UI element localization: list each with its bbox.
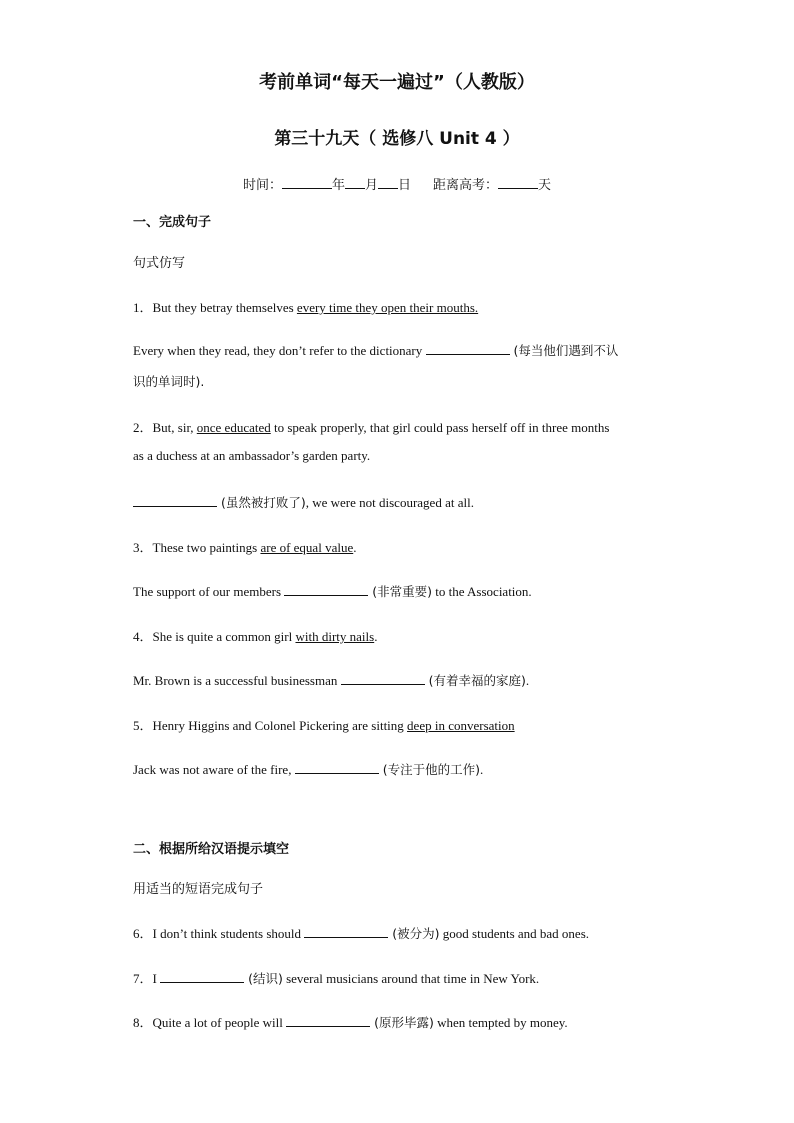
q2-underlined: once educated [196, 420, 271, 435]
q3-answer: The support of our members (非常重要) to the Association. [133, 584, 532, 599]
q5-blank[interactable] [295, 761, 379, 774]
q2-sentence: 2．But, sir, once educated to speak properly, that girl could pass herself off in three months [133, 420, 610, 435]
q1-underlined: every time they open their mouths. [296, 300, 479, 315]
year-blank[interactable] [282, 176, 332, 189]
q4-sentence: 4．She is quite a common girl with dirty nails. [133, 629, 378, 644]
q2-answer: (虽然被打败了), we were not discouraged at all. [133, 493, 673, 511]
q5-sentence: 5．Henry Higgins and Colonel Pickering are sitting deep in conversation [133, 718, 515, 733]
date-line [0, 174, 794, 193]
q4-blank[interactable] [341, 672, 425, 685]
document-subtitle: 第三十九天（ 选修八 Unit 4 ） [274, 129, 520, 149]
year-label: 年 [331, 178, 345, 193]
exam-label: 距离高考： [433, 178, 499, 193]
section2-subheading: 用适当的短语完成句子 [133, 882, 264, 897]
month-blank[interactable] [345, 176, 365, 189]
q1-answer-cont: 识的单词时). [133, 374, 205, 389]
q7-sentence: 7．I (结识) several musicians around that time in New York. [133, 971, 540, 986]
exam-days-blank[interactable] [498, 176, 538, 189]
q6-blank[interactable] [304, 925, 388, 938]
q5-underlined: deep in conversation [407, 718, 515, 733]
q2-blank[interactable] [133, 494, 217, 507]
q3-blank[interactable] [284, 583, 368, 596]
q5-answer: Jack was not aware of the fire, (专注于他的工作). [133, 762, 484, 777]
q8-sentence: 8．Quite a lot of people will (原形毕露) when tempted by money. [133, 1015, 568, 1030]
q4-underlined: with dirty nails [295, 629, 375, 644]
exam-unit: 天 [538, 178, 552, 193]
q2-sentence-cont: as a duchess at an ambassador’s garden party. [133, 448, 371, 463]
date-label: 时间： [242, 178, 282, 193]
q1-answer: Every when they read, they don’t refer to the dictionary (每当他们遇到不认 [133, 343, 619, 358]
q7-blank[interactable] [160, 970, 244, 983]
q4-answer: Mr. Brown is a successful businessman (有着幸福的家庭). [133, 673, 530, 688]
q6-sentence: 6．I don’t think students should (被分为) good students and bad ones. [133, 926, 590, 941]
day-blank[interactable] [378, 176, 398, 189]
q3-sentence: 3．These two paintings are of equal value. [133, 540, 357, 555]
document-title: 考前单词“每天一遍过”（人教版） [259, 72, 535, 93]
q3-underlined: are of equal value [260, 540, 354, 555]
section1-heading: 一、完成句子 [133, 215, 212, 230]
month-label: 月 [364, 178, 378, 193]
q1-blank[interactable] [426, 342, 510, 355]
day-label: 日 [398, 178, 412, 193]
q1-sentence: 1．But they betray themselves every time they open their mouths. [133, 300, 479, 315]
section2-heading: 二、根据所给汉语提示填空 [133, 842, 290, 857]
q8-blank[interactable] [286, 1014, 370, 1027]
section1-subheading: 句式仿写 [133, 256, 186, 271]
